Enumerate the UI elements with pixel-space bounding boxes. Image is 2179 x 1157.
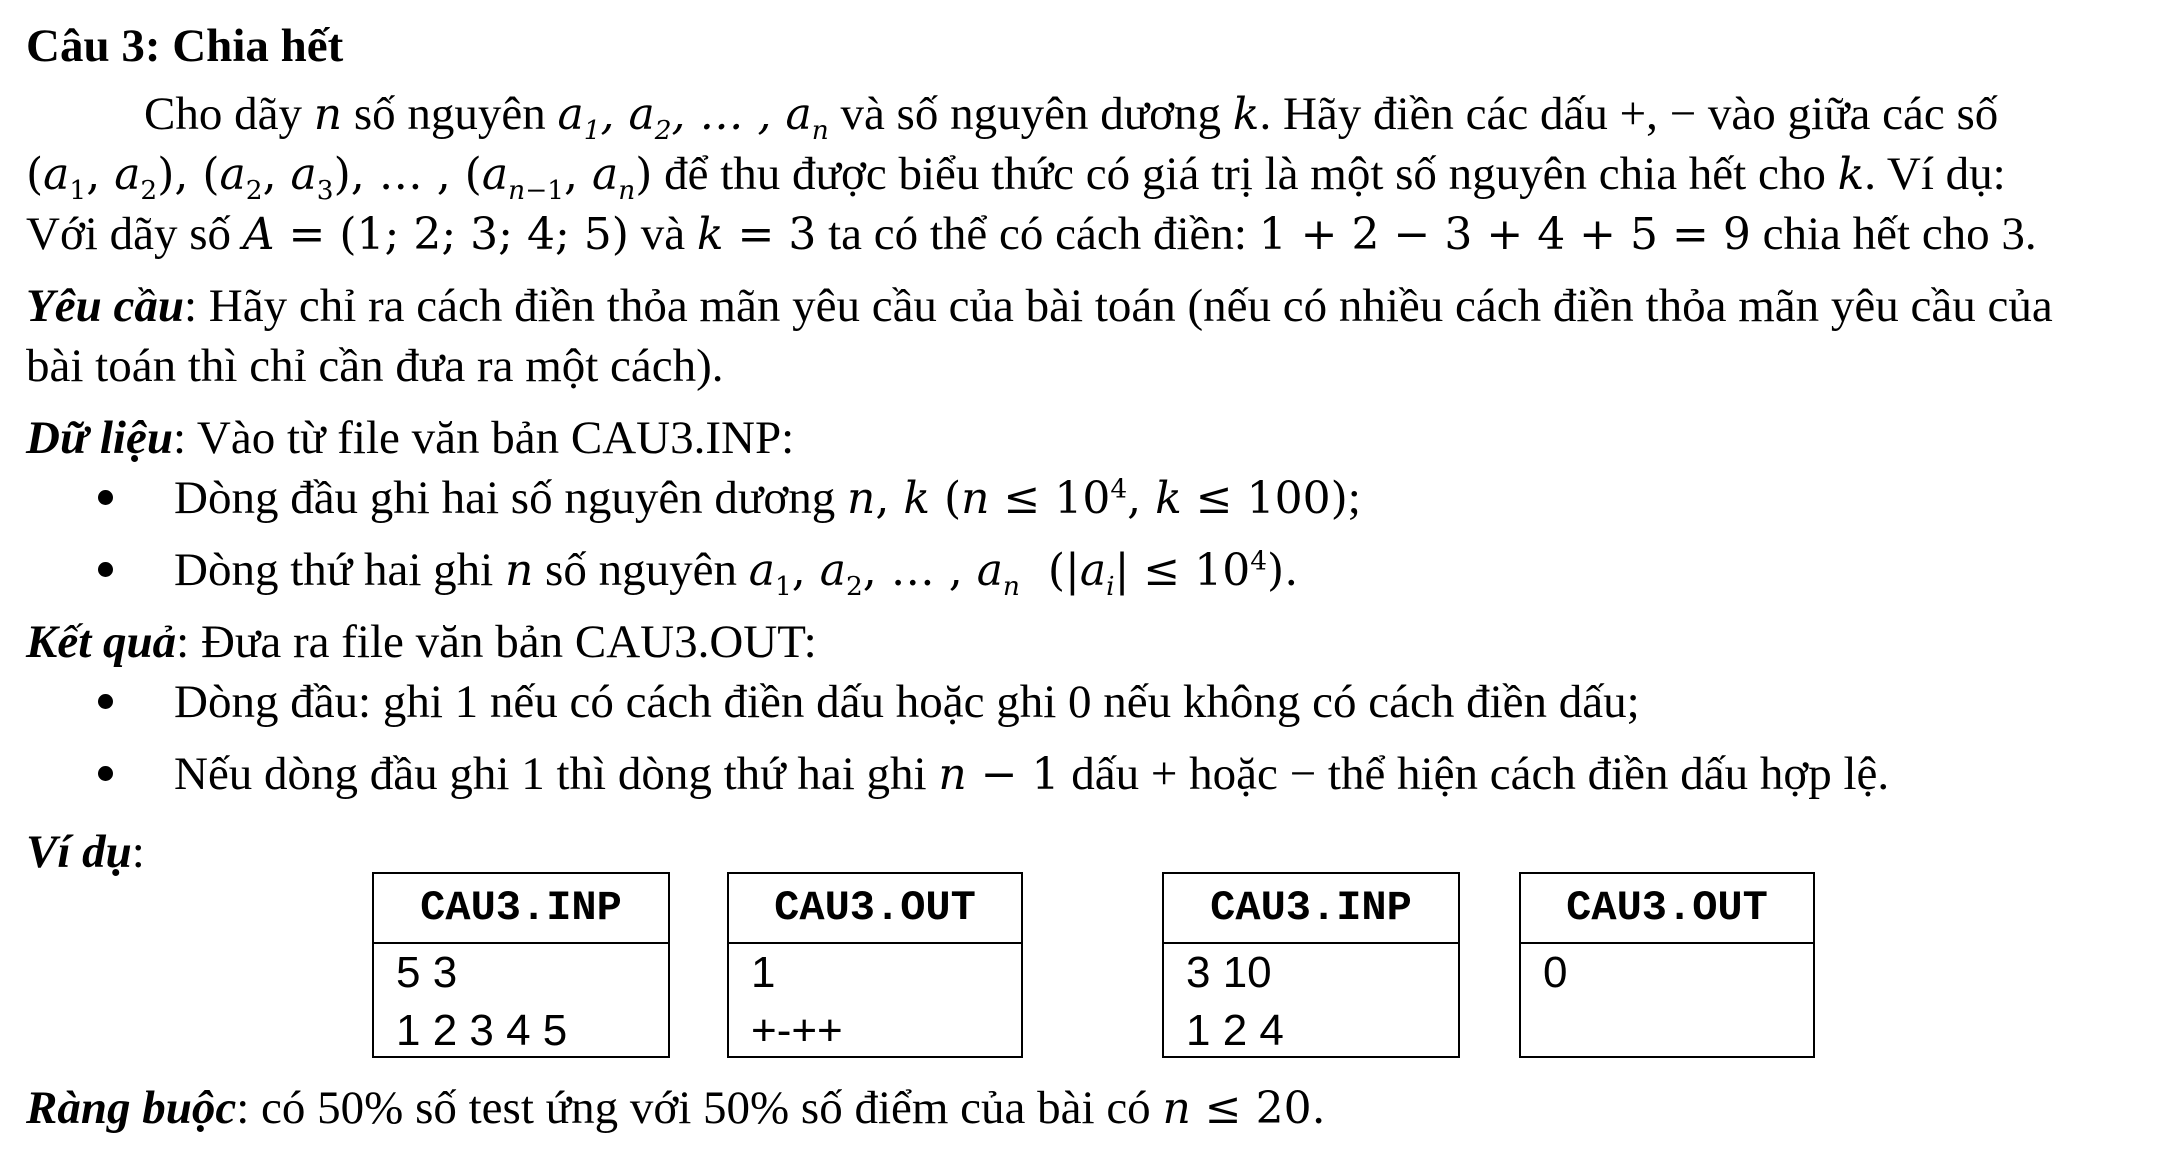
table-header: CAU3.OUT [729,874,1021,944]
input-bullet-1: Dòng đầu ghi hai số nguyên dương n, k ($n \le 10^4$, k ≤ 100); [26,470,2166,542]
constraint: Ràng buộc: có 50% số test ứng với 50% số điểm của bài có n ≤ 20. [26,1082,1326,1134]
bullet-icon [98,694,113,709]
table-header: CAU3.OUT [1521,874,1813,944]
output-section: Kết quả: Đưa ra file văn bản CAU3.OUT: [26,616,817,668]
problem-statement [26,18,2166,884]
output-bullet-1: Dòng đầu: ghi 1 nếu có cách điền dấu hoặc ghi 0 nếu không có cách điền dấu; [26,674,2166,746]
requirement-cont: bài toán thì chỉ cần đưa ra một cách). [26,340,724,392]
table-row: 5 3 [396,948,458,997]
output-list [26,674,2166,818]
intro-line-2: ($a_1$, $a_2$), ($a_2$, $a_3$), … , ($a_{n-1}$, $a_n$) để thu được biểu thức có giá trị là một số nguyên chia hết cho k. Ví dụ: [26,148,2006,206]
table-row: 3 10 [1186,948,1272,997]
example-1-input-table [372,872,670,1058]
table-row: +-++ [751,1006,843,1055]
table-header: CAU3.INP [1164,874,1458,944]
bullet-icon [98,562,113,577]
table-header: CAU3.INP [374,874,668,944]
problem-title: Câu 3: Chia hết [26,20,344,72]
input-section: Dữ liệu: Vào từ file văn bản CAU3.INP: [26,412,795,464]
table-row [1521,1002,1813,1060]
bullet-icon [98,490,113,505]
bullet-icon [98,766,113,781]
output-bullet-2: Nếu dòng đầu ghi 1 thì dòng thứ hai ghi n − 1 dấu + hoặc − thể hiện cách điền dấu hợp lệ. [26,746,2166,818]
input-list [26,470,2166,614]
example-label: Ví dụ: [26,826,145,878]
intro-line-3: Với dãy số A = (1; 2; 3; 4; 5) và k = 3 ta có thể có cách điền: 1 + 2 − 3 + 4 + 5 = 9 chia hết cho 3. [26,208,2037,260]
table-row: 1 [751,948,776,997]
example-2-output-table [1519,872,1815,1058]
table-row: 1 2 4 [1186,1006,1284,1055]
requirement: Yêu cầu: Hãy chỉ ra cách điền thỏa mãn yêu cầu của bài toán (nếu có nhiều cách điền thỏa mãn yêu cầu của [26,280,2053,332]
intro-line-1: Cho dãy n số nguyên $a_1$, $a_2$, … , $a_n$ và số nguyên dương k. Hãy điền các dấu +, − vào giữa các số [144,88,1999,146]
table-row: 1 2 3 4 5 [396,1006,568,1055]
example-2-input-table [1162,872,1460,1058]
example-1-output-table [727,872,1023,1058]
input-bullet-2: Dòng thứ hai ghi n số nguyên $a_1$, $a_2$, … , $a_n$ $(|a_i| \le 10^4)$. [26,542,2166,614]
table-row: 0 [1543,948,1568,997]
example-tables [0,872,2179,1072]
